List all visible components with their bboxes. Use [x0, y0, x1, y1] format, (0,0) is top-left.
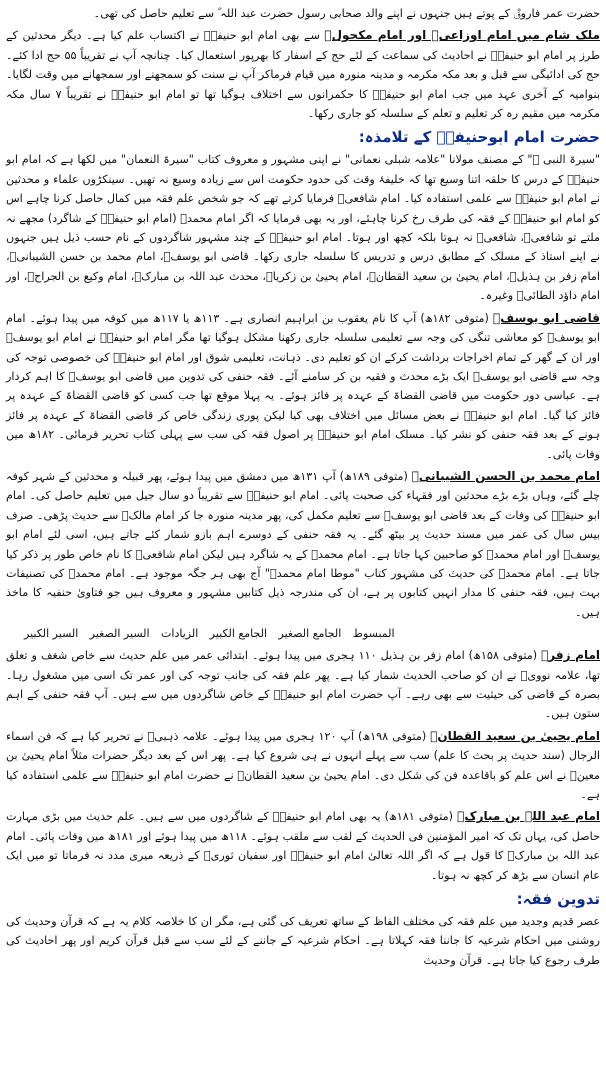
zufar-paragraph	[6, 646, 600, 724]
zufar-lead: امام زفرؒ	[541, 648, 600, 663]
qattan-paragraph	[6, 727, 600, 805]
zufar-text: (متوفی ۱۵۸ھ) امام زفر بن ہذیل ۱۱۰ ہجری میں پیدا ہوئے۔ ابتدائی عمر میں علم حدیث سے خاص شغف و تعلق تھا، علامہ نوویؒ نے ان کو صاحب الحدیث شمار کیا ہے۔ پھر علم فقہ کی جانب توجہ کی اور عمر تک اسی میں مشغول رہا۔ بصرہ کے قاضی کی حیثیت سے بھی رہے۔ آپ حضرت امام ابو حنیفہؒ کے خاص شاگردوں میں سے ہیں۔ آپ فقہ حنفی کے اہم ستون ہیں۔	[6, 649, 600, 721]
intro-line: حضرت عمر فاروقؓ کے پوتے ہیں جنہوں نے اپنے والد صحابی رسول حضرت عبد اللہ ؓ سے تعلیم حاصل کی تھی۔	[93, 7, 600, 20]
qattan-text: (متوفی ۱۹۸ھ) آپ ۱۲۰ ہجری میں پیدا ہوئے۔ علامہ ذہبیؒ نے تحریر کیا ہے کہ فن اسماء الرجال (سند حدیث پر بحث کا علم) سب سے پہلے انہوں نے ہی شروع کیا ہے۔ پھر اس کے بعد دیگر حضرات مثلاً امام یحییٰ بن معینؒ نے اس علم کو باقاعدہ فن کی شکل دی۔ امام یحییٰ بن سعید القطانؒ نے حضرت امام ابو حنیفہؒ سے علمی استفادہ کیا ہے۔	[6, 729, 600, 802]
shaybani-lead: امام محمد بن الحسن الشیبانیؒ	[411, 468, 601, 483]
shaybani-text: (متوفی ۱۸۹ھ) آپ ۱۳۱ھ میں دمشق میں پیدا ہوئے، پھر قبیلہ و محدثین کے شہر کوفہ چلے گئے، وہاں بڑے بڑے محدثین اور فقہاء کی صحبت پائی۔ امام ابو حنیفہؒ سے تقریباً دو سال جیل میں تعلیم حاصل کی۔ امام ابو حنیفہؒ کی وفات کے بعد قاضی ابو یوسفؒ سے تعلیم مکمل کی، پھر مدینہ منورہ جا کر امام مالکؒ سے حدیث پڑھی۔ صرف بیس سال کی عمر میں مسند حدیث پر بیٹھ گئے۔ یہ فقہ حنفی کے دوسرے اہم بازو شمار کئے جاتے ہیں، اسی لئے امام ابو یوسفؒ اور امام محمدؒ کو صاحبین کہا جاتا ہے۔ امام محمدؒ کے یہ شاگرد ہیں لیکن امام شافعیؒ کا نام خاص طور پر ذکر کیا جاتا ہے۔ امام محمدؒ کی حدیث کی مشہور کتاب "موطا امام محمدؒ" آج بھی ہر جگہ موجود ہے۔ امام محمدؒ کی تصنیفات بہت ہیں، فقہ حنفی کا مدار انہیں کتابوں پر ہے، ان کی مندرجہ ذیل کتابیں مشہور و معروف ہیں جو فتاویٰ حنفیہ کا ماخذ ہیں۔	[6, 469, 600, 619]
sham-text: سے بھی امام ابو حنیفہؒ نے اکتساب علم کیا ہے۔ دیگر محدثین کے طرز پر امام ابو حنیفہؒ نے احادیث کی سماعت کے لئے حج کے اسفار کا بھرپور استعمال کیا۔ چنانچہ آپ نے تقریباً ۵۵ حج ادا کئے۔ حج کی ادائیگی سے قبل و بعد مکہ مکرمہ و مدینہ منورہ میں قیام فرماکر آپ نے سنت کو سمجھنے اور سمجھانے میں وقت لگایا۔ بنوامیہ کے آخری عہد میں جب امام ابو حنیفہؒ کا حکمرانوں سے اختلاف ہوگیا تھا تو امام ابو حنیفہؒ نے تقریباً ۷ سال مکہ مکرمہ میں مقیم رہ کر تعلیم و تعلم کے سلسلہ کو جاری رکھا۔	[6, 29, 601, 121]
students-paragraph: "سیرۃ النبی ﷺ" کے مصنف مولانا "علامہ شبلی نعمانی" نے اپنی مشہور و معروف کتاب "سیرۃ النعمان" میں لکھا ہے کہ امام ابو حنیفہؒ کے درس کا حلقہ اتنا وسیع تھا کہ خلیفۂ وقت کی حدود حکومت اس سے زیادہ وسیع نہ تھیں۔ سینکڑوں علماء و محدثین نے امام ابو حنیفہؒ سے علمی استفادہ کیا۔ امام شافعیؒ فرمایا کرتے تھے کہ جو شخص علم فقہ میں کمال حاصل کرنا چاہے اس کو امام ابو حنیفہؒ کے فقہ کی طرف رخ کرنا چاہئے، اور یہ بھی فرمایا کہ اگر امام محمدؒ (امام ابو حنیفہؒ کے شاگرد) مجھے نہ ملتے تو شافعیؒ، شافعیؒ نہ ہوتا بلکہ کچھ اور ہوتا۔ امام ابو حنیفہؒ کے چند مشہور شاگردوں کے نام حسب ذیل ہیں جنہوں نے اپنے استاذ کے مسلک کے مطابق درس و تدریس کا سلسلہ جاری رکھا۔ قاضی ابو یوسفؒ، امام محمد بن حسن الشیبانیؒ، امام زفر بن ہذیلؒ، امام یحییٰ بن سعید القطانؒ، امام یحییٰ بن زکریاؒ، محدث عبد اللہ بن مبارکؒ، امام وکیع بن الجراحؒ، اور امام داؤد الطائیؒ وغیرہ۔	[6, 153, 600, 303]
qattan-lead: امام یحییٰ بن سعید القطانؒ	[430, 728, 600, 743]
abu-yusuf-paragraph	[6, 309, 600, 464]
mubarak-paragraph	[6, 807, 600, 885]
book-item: السیر الکبیر	[24, 627, 79, 641]
shaybani-paragraph	[6, 467, 600, 622]
fiqh-paragraph: عصر قدیم وجدید میں علم فقہ کی مختلف الفاظ کے ساتھ تعریف کی گئی ہے، مگر ان کا خلاصہ کلام یہ ہے کہ قرآن وحدیث کی روشنی میں احکام شرعیہ کا جاننا فقہ کہلاتا ہے۔ احکام شرعیہ کے جاننے کے لئے سب سے قبل قرآن کریم اور پھر احادیث کی طرف رجوع کیا جاتا ہے۔ قرآن وحدیث	[6, 915, 600, 967]
sham-lead: ملک شام میں امام اوزاعیؒ اور امام مکحولؒ	[324, 28, 600, 43]
mubarak-lead: امام عبد اللہ بن مبارکؒ	[457, 809, 601, 824]
book-item: الجامع الکبیر	[209, 627, 268, 641]
book-item: المبسوط	[352, 627, 395, 641]
book-item: السیر الصغیر	[89, 627, 150, 641]
students-heading: حضرت امام ابوحنیفہؒ کے تلامذہ:	[358, 128, 600, 147]
document-page	[6, 4, 600, 1064]
book-item: الجامع الصغیر	[278, 627, 342, 641]
sham-paragraph	[6, 26, 600, 123]
books-list	[6, 625, 600, 643]
book-item: الزیادات	[161, 627, 199, 641]
fiqh-heading: تدوین فقہ:	[516, 890, 600, 909]
mubarak-text: (متوفی ۱۸۱ھ) یہ بھی امام ابو حنیفہؒ کے شاگردوں میں سے ہیں۔ علم حدیث میں بڑی مہارت حاصل کی، یہاں تک کہ امیر المؤمنین فی الحدیث کے لقب سے ملقب ہوئے۔ ۱۱۸ھ میں پیدا ہوئے اور ۱۸۱ھ میں وفات پائی۔ امام عبد اللہ بن مبارکؒ کا قول ہے کہ اگر اللہ تعالیٰ امام ابو حنیفہؒ اور سفیان ثوریؒ کے ذریعہ میری مدد نہ فرماتا تو میں ایک عام انسان سے بڑھ کر کچھ نہ ہوتا۔	[6, 810, 600, 882]
abu-yusuf-text: (متوفی ۱۸۲ھ) آپ کا نام یعقوب بن ابراہیم انصاری ہے۔ ۱۱۳ھ یا ۱۱۷ھ میں کوفہ میں پیدا ہوئے۔ امام ابو یوسفؒ کو معاشی تنگی کی وجہ سے تعلیمی سلسلہ جاری رکھنا مشکل ہوگیا تھا مگر امام ابو حنیفہؒ نے امام ابو یوسفؒ اور ان کے گھر کے تمام اخراجات برداشت کرکے ان کو تعلیم دی۔ ذہانت، تعلیمی شوق اور امام ابو حنیفہؒ کی خصوصی توجہ کی وجہ سے قاضی ابو یوسفؒ ایک بڑے محدث و فقیہ بن کر سامنے آئے۔ فقہ حنفی کی تدوین میں قاضی ابو یوسفؒ کا اہم کردار ہے۔ عباسی دور حکومت میں قاضی القضاۃ کے عہدہ پر فائز ہوئے۔ یہ پہلا موقع تھا جب کسی کو قاضی القضاۃ کے عہدہ پر فائز کیا گیا۔ امام ابو حنیفہؒ نے بعض مسائل میں اختلاف بھی کیا لیکن پوری زندگی خاص کر قاضی القضاۃ کے عہدہ پر فائز ہونے کے بعد فقہ حنفی کو نشر کیا۔ مسلک امام ابو حنیفہؒ پر اصول فقہ کی سب سے پہلی کتاب تحریر فرمائی۔ ۱۸۲ھ میں وفات پائی۔	[6, 311, 600, 461]
abu-yusuf-lead: قاضی ابو یوسفؒ	[492, 310, 600, 325]
